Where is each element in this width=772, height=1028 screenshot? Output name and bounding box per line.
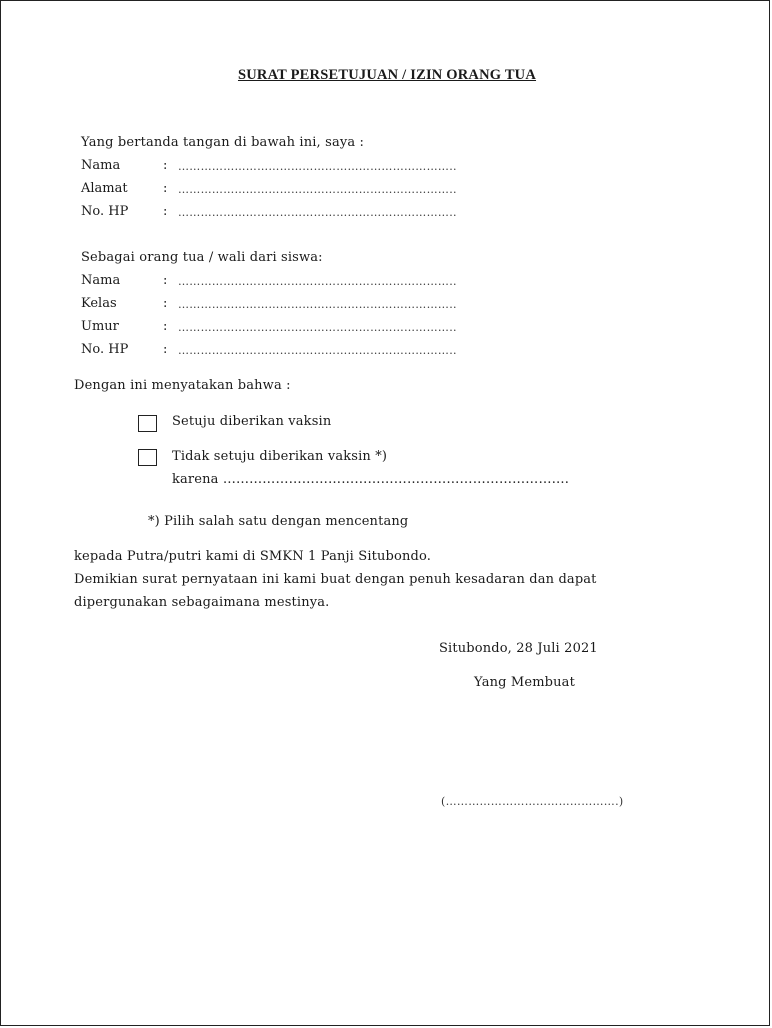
student-name-label: Nama xyxy=(81,273,121,288)
footnote-text: *) Pilih salah satu dengan mencentang xyxy=(148,514,409,529)
parent-phone-fill-line: ……………………………………………………………….. xyxy=(178,206,457,219)
reason-fill-line: karena ……………………………………………………………………. xyxy=(172,472,570,487)
statement-intro-text: Dengan ini menyatakan bahwa : xyxy=(74,378,291,393)
student-age-fill-line: ……………………………………………………………….. xyxy=(178,321,457,334)
student-class-label: Kelas xyxy=(81,296,117,311)
parent-address-label: Alamat xyxy=(81,181,128,196)
signature-line: (……………………………………….) xyxy=(441,795,624,808)
student-age-label: Umur xyxy=(81,319,119,334)
closing-line-2: Demikian surat pernyataan ini kami buat dengan penuh kesadaran dan dapat xyxy=(74,572,597,587)
student-name-colon: : xyxy=(163,273,168,288)
disagree-checkbox[interactable] xyxy=(138,449,157,466)
parent-phone-label: No. HP xyxy=(81,204,129,219)
closing-line-3: dipergunakan sebagaimana mestinya. xyxy=(74,595,330,610)
agree-option-label: Setuju diberikan vaksin xyxy=(172,414,332,429)
student-phone-label: No. HP xyxy=(81,342,129,357)
parent-address-colon: : xyxy=(163,181,168,196)
intro-text: Yang bertanda tangan di bawah ini, saya : xyxy=(81,135,365,150)
agree-checkbox[interactable] xyxy=(138,415,157,432)
parent-address-fill-line: ……………………………………………………………….. xyxy=(178,183,457,196)
document-title: SURAT PERSETUJUAN / IZIN ORANG TUA xyxy=(237,67,537,83)
student-phone-colon: : xyxy=(163,342,168,357)
student-age-colon: : xyxy=(163,319,168,334)
closing-line-1: kepada Putra/putri kami di SMKN 1 Panji Situbondo. xyxy=(74,549,431,564)
student-class-colon: : xyxy=(163,296,168,311)
parent-name-colon: : xyxy=(163,158,168,173)
student-class-fill-line: ……………………………………………………………….. xyxy=(178,298,457,311)
signer-label: Yang Membuat xyxy=(474,675,575,690)
parent-phone-colon: : xyxy=(163,204,168,219)
parent-name-fill-line: ……………………………………………………………….. xyxy=(178,160,457,173)
parent-name-label: Nama xyxy=(81,158,121,173)
disagree-option-label: Tidak setuju diberikan vaksin *) xyxy=(172,449,388,464)
place-date-text: Situbondo, 28 Juli 2021 xyxy=(439,641,598,656)
student-phone-fill-line: ……………………………………………………………….. xyxy=(178,344,457,357)
student-intro-text: Sebagai orang tua / wali dari siswa: xyxy=(81,250,323,265)
student-name-fill-line: ……………………………………………………………….. xyxy=(178,275,457,288)
